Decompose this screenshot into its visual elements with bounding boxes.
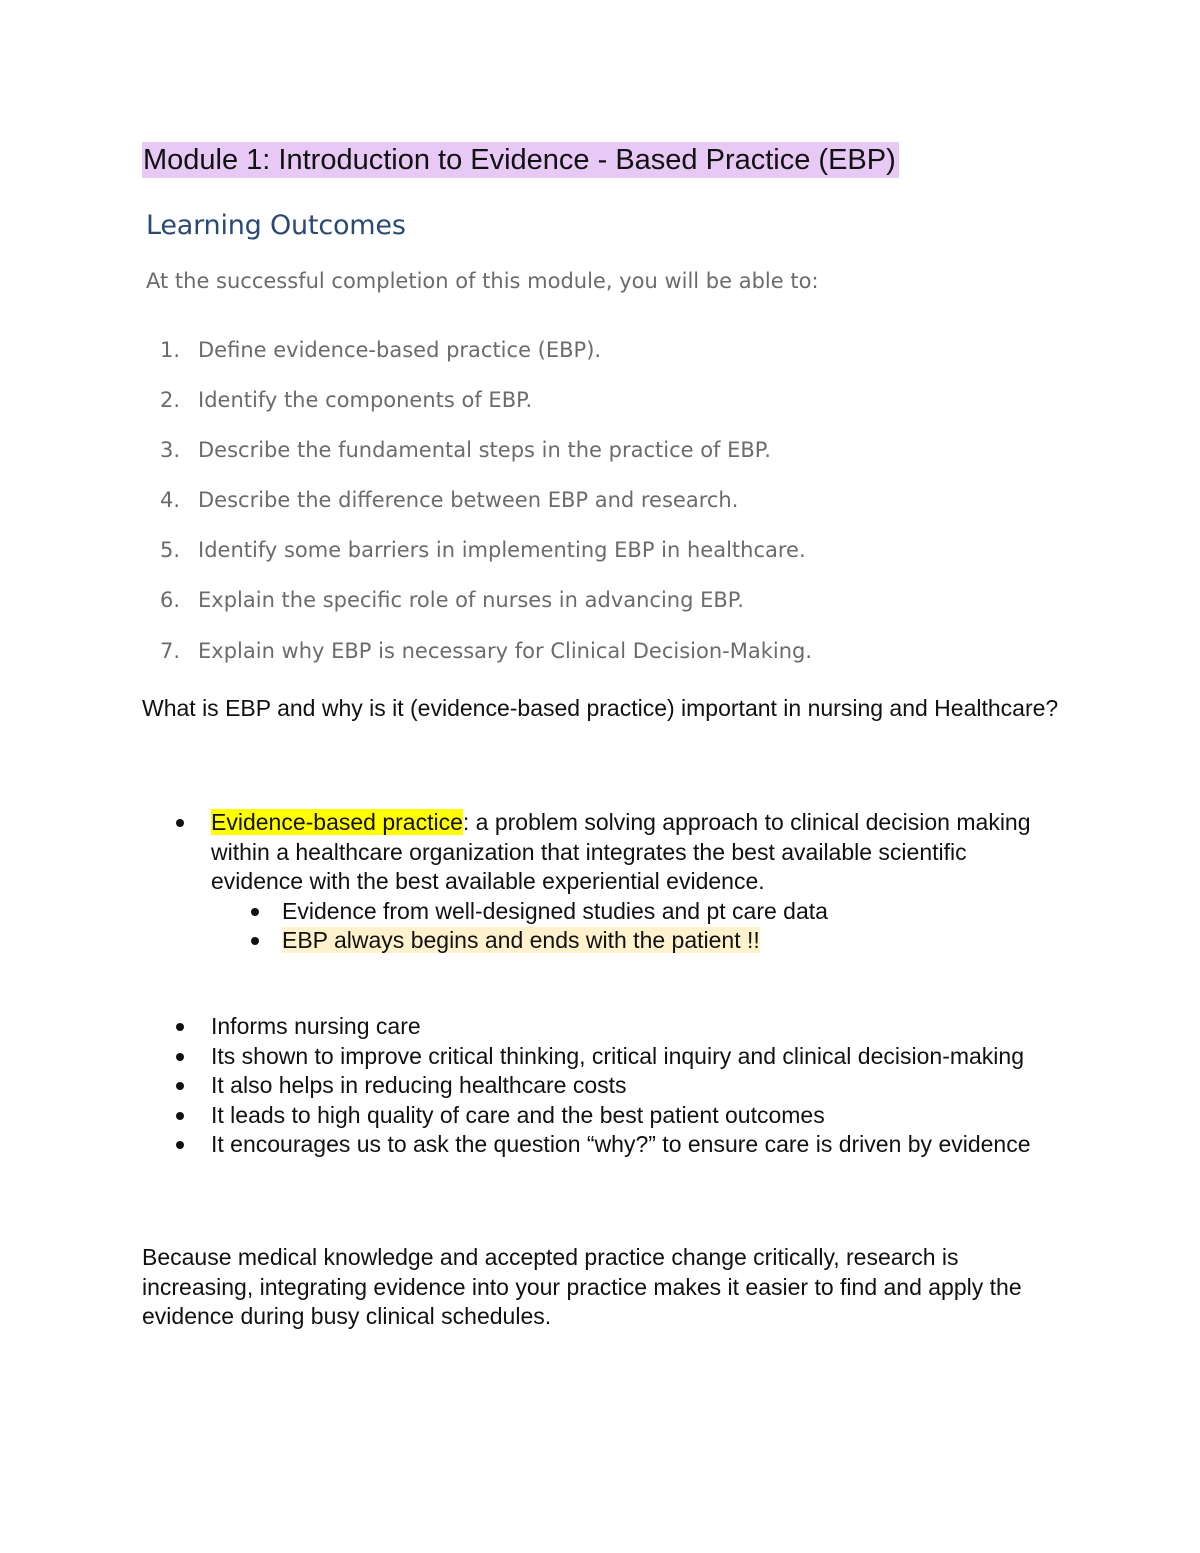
learning-outcomes-list xyxy=(160,334,812,685)
sub-list-item xyxy=(0,897,1052,927)
outcome-number: 7. xyxy=(160,638,181,663)
closing-paragraph: Because medical knowledge and accepted practice change critically, research is increasing, integrating evidence into your practice makes it easier to find and apply the evidence during busy clinical schedules. xyxy=(142,1244,1022,1329)
definition-item xyxy=(0,808,1052,897)
outcome-item xyxy=(160,384,812,434)
outcome-number: 5. xyxy=(160,538,181,563)
bullet-icon xyxy=(176,1082,184,1090)
benefit-item xyxy=(0,1012,1051,1042)
outcome-item xyxy=(160,484,812,534)
definition-list xyxy=(0,808,1052,956)
outcome-item xyxy=(160,534,812,584)
benefit-item xyxy=(0,1071,1051,1101)
sub-list-item xyxy=(0,926,1052,956)
definition-body: : a problem solving approach to clinical decision making within a healthcare organization that integrates the best available scientific evidence with the best available experiential evidence. xyxy=(211,809,1031,894)
sub-item-text-wrapper xyxy=(282,926,1052,956)
outcome-text: Explain why EBP is necessary for Clinical Decision-Making. xyxy=(198,638,813,663)
outcome-item xyxy=(160,334,812,384)
question-heading: What is EBP and why is it (evidence-based practice) important in nursing and Healthcare? xyxy=(142,695,1059,721)
learning-outcomes-heading: Learning Outcomes xyxy=(146,210,406,241)
benefit-text: It encourages us to ask the question “why?” to ensure care is driven by evidence xyxy=(211,1131,1031,1157)
outcome-text: Identify the components of EBP. xyxy=(198,388,533,413)
definition-term: Evidence-based practice xyxy=(211,809,463,835)
benefit-item xyxy=(0,1101,1051,1131)
outcome-text: Describe the fundamental steps in the practice of EBP. xyxy=(198,438,771,463)
highlighted-sub-item: EBP always begins and ends with the patient !! xyxy=(282,927,760,953)
bullet-icon xyxy=(176,1112,184,1120)
outcome-text: Define evidence-based practice (EBP). xyxy=(198,338,602,362)
benefit-text: Its shown to improve critical thinking, critical inquiry and clinical decision-making xyxy=(211,1042,1024,1069)
outcome-item xyxy=(160,635,812,685)
outcome-item xyxy=(160,434,812,484)
benefit-item xyxy=(0,1130,1051,1160)
outcome-text: Identify some barriers in implementing EBP in healthcare. xyxy=(198,538,806,563)
bullet-icon xyxy=(176,1023,184,1031)
benefit-text: It also helps in reducing healthcare costs xyxy=(211,1072,627,1098)
outcome-item xyxy=(160,584,812,634)
outcome-text: Describe the difference between EBP and research. xyxy=(198,488,739,513)
benefits-list xyxy=(0,1012,1051,1160)
definition-text xyxy=(211,808,1051,897)
outcome-number: 1. xyxy=(160,338,181,362)
bullet-icon xyxy=(176,1053,184,1061)
outcome-number: 2. xyxy=(160,388,181,413)
benefit-item xyxy=(0,1042,1051,1072)
outcome-number: 6. xyxy=(160,588,181,613)
outcome-number: 3. xyxy=(160,438,181,463)
bullet-icon xyxy=(176,1141,184,1149)
module-title: Module 1: Introduction to Evidence - Based Practice (EBP) xyxy=(142,142,899,178)
bullet-icon xyxy=(251,908,259,916)
bullet-icon xyxy=(176,819,184,827)
bullet-icon xyxy=(251,937,259,945)
sub-item-text: Evidence from well-designed studies and pt care data xyxy=(282,897,828,924)
benefit-text: It leads to high quality of care and the best patient outcomes xyxy=(211,1101,825,1128)
learning-outcomes-intro: At the successful completion of this module, you will be able to: xyxy=(146,269,819,293)
outcome-text: Explain the specific role of nurses in advancing EBP. xyxy=(198,588,744,613)
benefit-text: Informs nursing care xyxy=(211,1013,421,1039)
outcome-number: 4. xyxy=(160,488,181,513)
